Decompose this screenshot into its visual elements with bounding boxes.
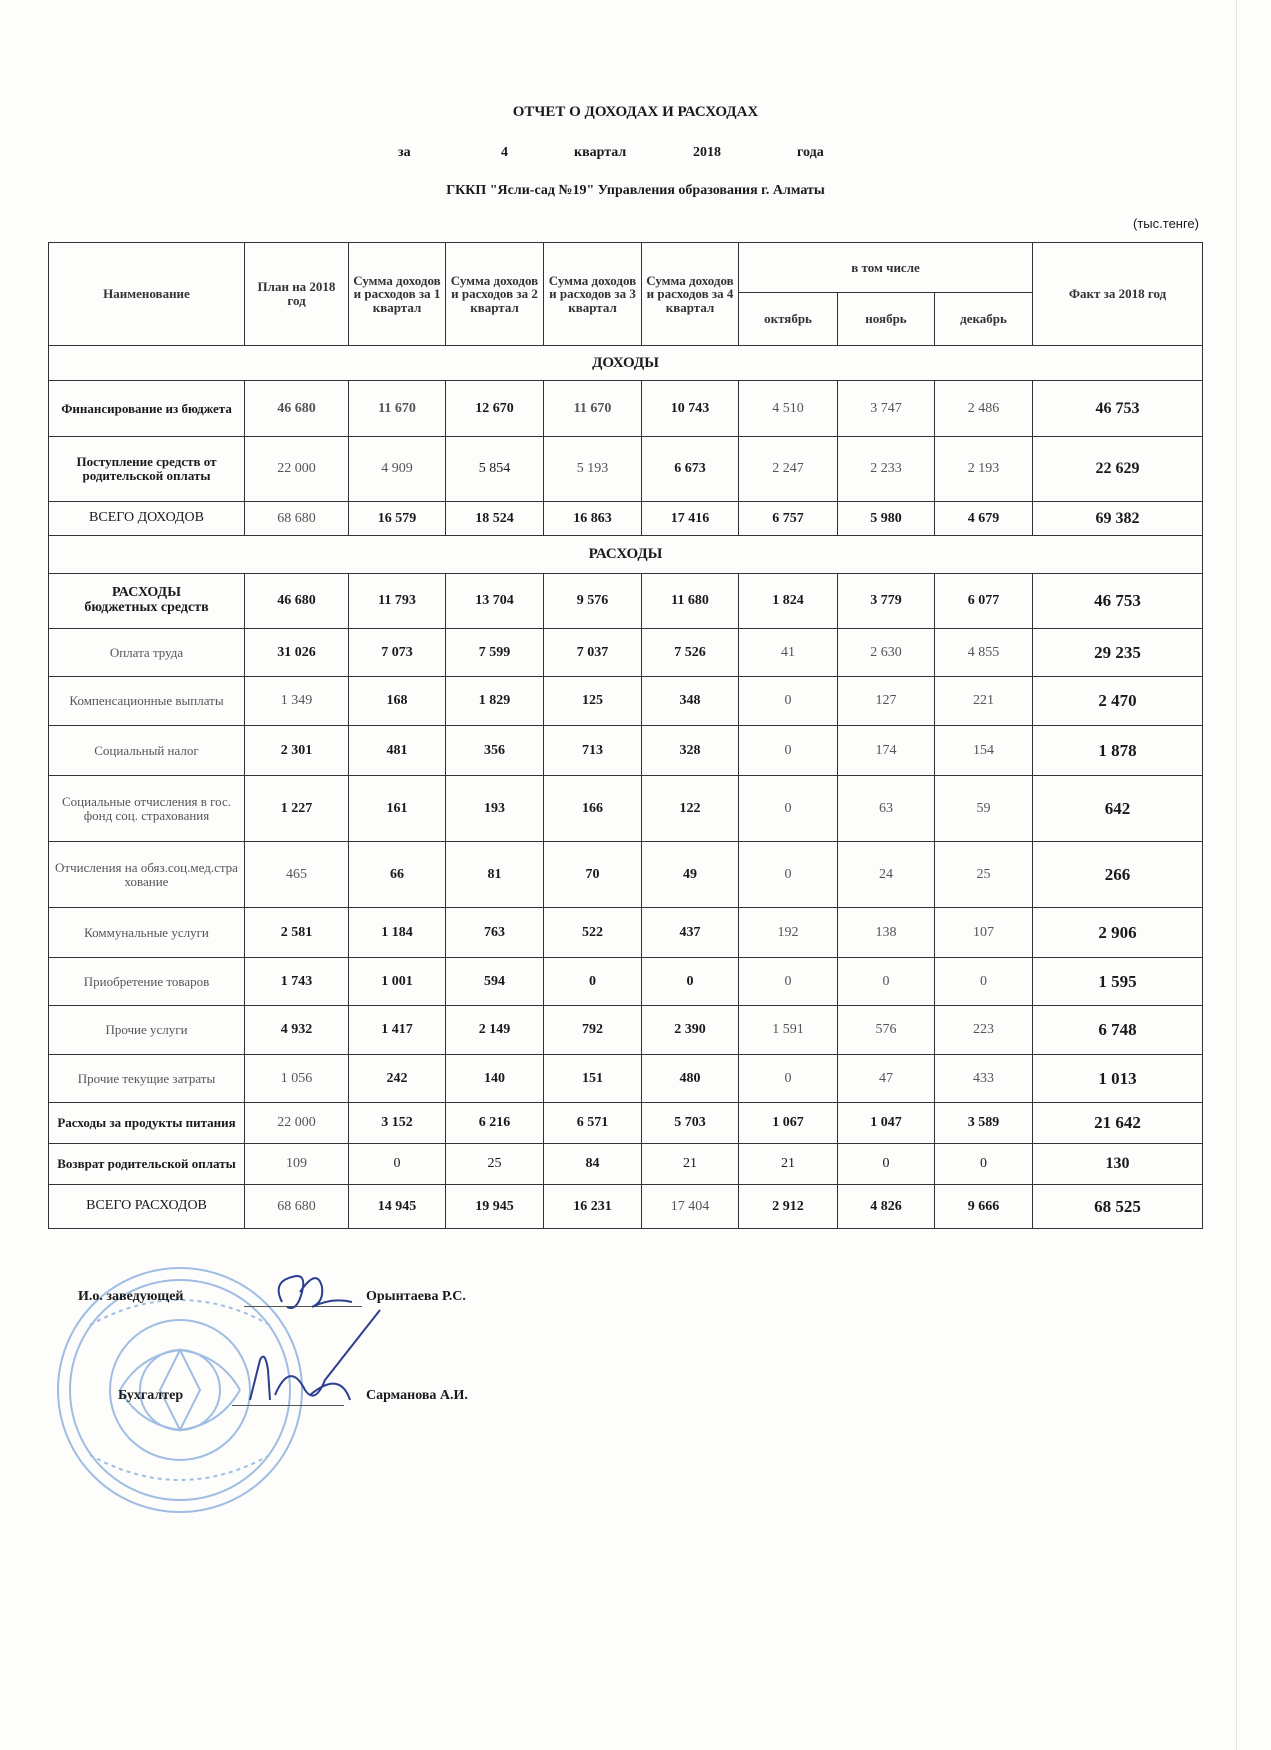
cell-plan: 22 000 bbox=[245, 437, 349, 502]
cell-dec: 2 193 bbox=[935, 437, 1033, 502]
cell-dec: 223 bbox=[935, 1006, 1033, 1055]
table-row bbox=[49, 1006, 1203, 1055]
cell-oct: 4 510 bbox=[739, 381, 838, 437]
cell-fact: 2 906 bbox=[1033, 908, 1203, 958]
row-name: Поступление средств от родительской оплаты bbox=[49, 437, 245, 502]
cell-dec: 9 666 bbox=[935, 1185, 1033, 1229]
cell-q2: 1 829 bbox=[446, 677, 544, 726]
cell-plan: 1 056 bbox=[245, 1055, 349, 1103]
cell-q1: 16 579 bbox=[349, 502, 446, 536]
row-name: ВСЕГО РАСХОДОВ bbox=[49, 1185, 245, 1229]
row-name: Приобретение товаров bbox=[49, 958, 245, 1006]
cell-q2: 18 524 bbox=[446, 502, 544, 536]
header-november: ноябрь bbox=[838, 293, 935, 346]
cell-fact: 1 013 bbox=[1033, 1055, 1203, 1103]
cell-plan: 46 680 bbox=[245, 381, 349, 437]
cell-q1: 242 bbox=[349, 1055, 446, 1103]
cell-q2: 81 bbox=[446, 842, 544, 908]
cell-q4: 6 673 bbox=[642, 437, 739, 502]
period-year-word: года bbox=[797, 145, 824, 160]
row-name: Коммунальные услуги bbox=[49, 908, 245, 958]
cell-fact: 69 382 bbox=[1033, 502, 1203, 536]
cell-fact: 22 629 bbox=[1033, 437, 1203, 502]
cell-oct: 1 824 bbox=[739, 574, 838, 629]
cell-q4: 328 bbox=[642, 726, 739, 776]
cell-q3: 0 bbox=[544, 958, 642, 1006]
cell-nov: 576 bbox=[838, 1006, 935, 1055]
cell-q3: 70 bbox=[544, 842, 642, 908]
cell-q4: 7 526 bbox=[642, 629, 739, 677]
cell-q3: 9 576 bbox=[544, 574, 642, 629]
row-name: Прочие услуги bbox=[49, 1006, 245, 1055]
row-name-line1: РАСХОДЫ bbox=[112, 585, 181, 601]
cell-plan: 465 bbox=[245, 842, 349, 908]
table-row bbox=[49, 776, 1203, 842]
cell-plan: 46 680 bbox=[245, 574, 349, 629]
expense-section-row bbox=[49, 536, 1203, 574]
cell-q2: 5 854 bbox=[446, 437, 544, 502]
income-total-row bbox=[49, 502, 1203, 536]
cell-q1: 11 793 bbox=[349, 574, 446, 629]
cell-q2: 13 704 bbox=[446, 574, 544, 629]
cell-q1: 4 909 bbox=[349, 437, 446, 502]
income-section-label: ДОХОДЫ bbox=[49, 346, 1203, 381]
cell-oct: 1 067 bbox=[739, 1103, 838, 1144]
table-row bbox=[49, 726, 1203, 776]
table-row bbox=[49, 677, 1203, 726]
cell-dec: 221 bbox=[935, 677, 1033, 726]
header-q4: Сумма доходов и расходов за 4 квартал bbox=[642, 243, 739, 346]
header-q1: Сумма доходов и расходов за 1 квартал bbox=[349, 243, 446, 346]
cell-dec: 2 486 bbox=[935, 381, 1033, 437]
income-section-row bbox=[49, 346, 1203, 381]
cell-dec: 154 bbox=[935, 726, 1033, 776]
cell-oct: 21 bbox=[739, 1144, 838, 1185]
cell-oct: 0 bbox=[739, 958, 838, 1006]
cell-plan: 22 000 bbox=[245, 1103, 349, 1144]
period-za: за bbox=[398, 145, 411, 160]
cell-oct: 0 bbox=[739, 842, 838, 908]
cell-q2: 356 bbox=[446, 726, 544, 776]
cell-oct: 192 bbox=[739, 908, 838, 958]
row-name: ВСЕГО ДОХОДОВ bbox=[49, 502, 245, 536]
table-row bbox=[49, 842, 1203, 908]
cell-nov: 3 779 bbox=[838, 574, 935, 629]
cell-nov: 4 826 bbox=[838, 1185, 935, 1229]
period-quarter-number: 4 bbox=[501, 145, 508, 160]
cell-fact: 642 bbox=[1033, 776, 1203, 842]
cell-dec: 3 589 bbox=[935, 1103, 1033, 1144]
cell-nov: 3 747 bbox=[838, 381, 935, 437]
cell-q2: 25 bbox=[446, 1144, 544, 1185]
cell-nov: 1 047 bbox=[838, 1103, 935, 1144]
cell-q4: 10 743 bbox=[642, 381, 739, 437]
cell-q3: 84 bbox=[544, 1144, 642, 1185]
cell-q2: 19 945 bbox=[446, 1185, 544, 1229]
table-row bbox=[49, 381, 1203, 437]
cell-q3: 16 863 bbox=[544, 502, 642, 536]
header-plan: План на 2018 год bbox=[245, 243, 349, 346]
cell-q1: 1 184 bbox=[349, 908, 446, 958]
accountant-name: Сарманова А.И. bbox=[366, 1388, 468, 1403]
row-name: Возврат родительской оплаты bbox=[49, 1144, 245, 1185]
cell-q2: 7 599 bbox=[446, 629, 544, 677]
cell-plan: 2 301 bbox=[245, 726, 349, 776]
cell-plan: 4 932 bbox=[245, 1006, 349, 1055]
cell-nov: 0 bbox=[838, 1144, 935, 1185]
row-name: Оплата труда bbox=[49, 629, 245, 677]
stamp-text-arc-bottom bbox=[90, 1455, 270, 1480]
budget-expenses-row bbox=[49, 574, 1203, 629]
cell-plan: 68 680 bbox=[245, 502, 349, 536]
cell-fact: 130 bbox=[1033, 1144, 1203, 1185]
cell-q1: 168 bbox=[349, 677, 446, 726]
cell-dec: 6 077 bbox=[935, 574, 1033, 629]
cell-nov: 47 bbox=[838, 1055, 935, 1103]
table-row bbox=[49, 629, 1203, 677]
row-name bbox=[49, 574, 245, 629]
header-fact: Факт за 2018 год bbox=[1033, 243, 1203, 346]
cell-dec: 433 bbox=[935, 1055, 1033, 1103]
cell-fact: 1 595 bbox=[1033, 958, 1203, 1006]
cell-plan: 109 bbox=[245, 1144, 349, 1185]
cell-nov: 24 bbox=[838, 842, 935, 908]
cell-plan: 68 680 bbox=[245, 1185, 349, 1229]
table-row bbox=[49, 958, 1203, 1006]
cell-q4: 5 703 bbox=[642, 1103, 739, 1144]
cell-q4: 437 bbox=[642, 908, 739, 958]
cell-oct: 2 247 bbox=[739, 437, 838, 502]
cell-fact: 21 642 bbox=[1033, 1103, 1203, 1144]
header-october: октябрь bbox=[739, 293, 838, 346]
cell-q4: 21 bbox=[642, 1144, 739, 1185]
cell-q4: 17 404 bbox=[642, 1185, 739, 1229]
cell-dec: 59 bbox=[935, 776, 1033, 842]
table-row bbox=[49, 908, 1203, 958]
cell-q2: 2 149 bbox=[446, 1006, 544, 1055]
cell-q4: 122 bbox=[642, 776, 739, 842]
cell-dec: 4 855 bbox=[935, 629, 1033, 677]
cell-plan: 1 227 bbox=[245, 776, 349, 842]
cell-q1: 11 670 bbox=[349, 381, 446, 437]
cell-q2: 594 bbox=[446, 958, 544, 1006]
head-title: И.о. заведующей bbox=[78, 1289, 184, 1304]
row-name: Расходы за продукты питания bbox=[49, 1103, 245, 1144]
cell-dec: 0 bbox=[935, 1144, 1033, 1185]
cell-q2: 6 216 bbox=[446, 1103, 544, 1144]
cell-nov: 138 bbox=[838, 908, 935, 958]
cell-q1: 3 152 bbox=[349, 1103, 446, 1144]
cell-q1: 14 945 bbox=[349, 1185, 446, 1229]
cell-nov: 5 980 bbox=[838, 502, 935, 536]
cell-q4: 480 bbox=[642, 1055, 739, 1103]
head-name: Орынтаева Р.С. bbox=[366, 1289, 466, 1304]
cell-nov: 2 630 bbox=[838, 629, 935, 677]
row-name: Социальный налог bbox=[49, 726, 245, 776]
cell-plan: 2 581 bbox=[245, 908, 349, 958]
cell-q3: 7 037 bbox=[544, 629, 642, 677]
header-q2: Сумма доходов и расходов за 2 квартал bbox=[446, 243, 544, 346]
cell-fact: 266 bbox=[1033, 842, 1203, 908]
cell-q4: 49 bbox=[642, 842, 739, 908]
cell-plan: 1 349 bbox=[245, 677, 349, 726]
table-row bbox=[49, 1103, 1203, 1144]
header-q3: Сумма доходов и расходов за 3 квартал bbox=[544, 243, 642, 346]
header-name: Наименование bbox=[49, 243, 245, 346]
table-row bbox=[49, 437, 1203, 502]
cell-nov: 174 bbox=[838, 726, 935, 776]
cell-plan: 31 026 bbox=[245, 629, 349, 677]
cell-oct: 0 bbox=[739, 726, 838, 776]
cell-q2: 140 bbox=[446, 1055, 544, 1103]
cell-q1: 481 bbox=[349, 726, 446, 776]
period-year: 2018 bbox=[693, 145, 721, 160]
cell-q4: 0 bbox=[642, 958, 739, 1006]
cell-q3: 125 bbox=[544, 677, 642, 726]
cell-fact: 46 753 bbox=[1033, 574, 1203, 629]
cell-q3: 713 bbox=[544, 726, 642, 776]
row-name: Отчисления на обяз.соц.мед.страхование bbox=[49, 842, 245, 908]
organization-name: ГККП "Ясли-сад №19" Управления образования г. Алматы bbox=[446, 183, 825, 198]
cell-q3: 166 bbox=[544, 776, 642, 842]
cell-fact: 1 878 bbox=[1033, 726, 1203, 776]
cell-q3: 11 670 bbox=[544, 381, 642, 437]
cell-q4: 17 416 bbox=[642, 502, 739, 536]
cell-dec: 4 679 bbox=[935, 502, 1033, 536]
table-row bbox=[49, 1144, 1203, 1185]
row-name-line2: бюджетных средств bbox=[84, 600, 209, 615]
report-title: ОТЧЕТ О ДОХОДАХ И РАСХОДАХ bbox=[512, 104, 759, 120]
cell-q4: 348 bbox=[642, 677, 739, 726]
cell-nov: 127 bbox=[838, 677, 935, 726]
cell-oct: 1 591 bbox=[739, 1006, 838, 1055]
cell-oct: 2 912 bbox=[739, 1185, 838, 1229]
expense-section-label: РАСХОДЫ bbox=[49, 536, 1203, 574]
cell-oct: 0 bbox=[739, 776, 838, 842]
table-row bbox=[49, 1055, 1203, 1103]
cell-q3: 151 bbox=[544, 1055, 642, 1103]
accountant-title: Бухгалтер bbox=[118, 1388, 184, 1403]
cell-q1: 7 073 bbox=[349, 629, 446, 677]
cell-dec: 25 bbox=[935, 842, 1033, 908]
cell-q3: 16 231 bbox=[544, 1185, 642, 1229]
cell-nov: 2 233 bbox=[838, 437, 935, 502]
cell-oct: 6 757 bbox=[739, 502, 838, 536]
income-expense-table bbox=[48, 242, 1203, 1229]
header-including: в том числе bbox=[739, 243, 1033, 293]
cell-fact: 6 748 bbox=[1033, 1006, 1203, 1055]
cell-oct: 41 bbox=[739, 629, 838, 677]
cell-q2: 12 670 bbox=[446, 381, 544, 437]
cell-q4: 11 680 bbox=[642, 574, 739, 629]
accountant-signature-stroke bbox=[250, 1310, 380, 1400]
cell-dec: 107 bbox=[935, 908, 1033, 958]
stamp-emblem-wing-top bbox=[120, 1350, 240, 1390]
cell-q3: 5 193 bbox=[544, 437, 642, 502]
units-note: (тыс.тенге) bbox=[1133, 216, 1199, 231]
cell-nov: 0 bbox=[838, 958, 935, 1006]
cell-oct: 0 bbox=[739, 1055, 838, 1103]
cell-q1: 161 bbox=[349, 776, 446, 842]
cell-q3: 522 bbox=[544, 908, 642, 958]
cell-q1: 1 001 bbox=[349, 958, 446, 1006]
cell-plan: 1 743 bbox=[245, 958, 349, 1006]
period-quarter-word: квартал bbox=[574, 145, 627, 160]
row-name: Компенсационные выплаты bbox=[49, 677, 245, 726]
header-december: декабрь bbox=[935, 293, 1033, 346]
page-edge bbox=[1236, 0, 1237, 1750]
cell-q2: 763 bbox=[446, 908, 544, 958]
row-name: Социальные отчисления в гос. фонд соц. страхования bbox=[49, 776, 245, 842]
cell-q2: 193 bbox=[446, 776, 544, 842]
cell-nov: 63 bbox=[838, 776, 935, 842]
row-name: Финансирование из бюджета bbox=[49, 381, 245, 437]
cell-q1: 66 bbox=[349, 842, 446, 908]
cell-q1: 1 417 bbox=[349, 1006, 446, 1055]
cell-q3: 792 bbox=[544, 1006, 642, 1055]
cell-q4: 2 390 bbox=[642, 1006, 739, 1055]
expense-total-row bbox=[49, 1185, 1203, 1229]
header-row bbox=[49, 243, 1203, 293]
report-period bbox=[0, 145, 1271, 165]
cell-fact: 68 525 bbox=[1033, 1185, 1203, 1229]
row-name: Прочие текущие затраты bbox=[49, 1055, 245, 1103]
cell-fact: 29 235 bbox=[1033, 629, 1203, 677]
cell-q3: 6 571 bbox=[544, 1103, 642, 1144]
cell-fact: 46 753 bbox=[1033, 381, 1203, 437]
cell-oct: 0 bbox=[739, 677, 838, 726]
cell-q1: 0 bbox=[349, 1144, 446, 1185]
cell-fact: 2 470 bbox=[1033, 677, 1203, 726]
cell-dec: 0 bbox=[935, 958, 1033, 1006]
